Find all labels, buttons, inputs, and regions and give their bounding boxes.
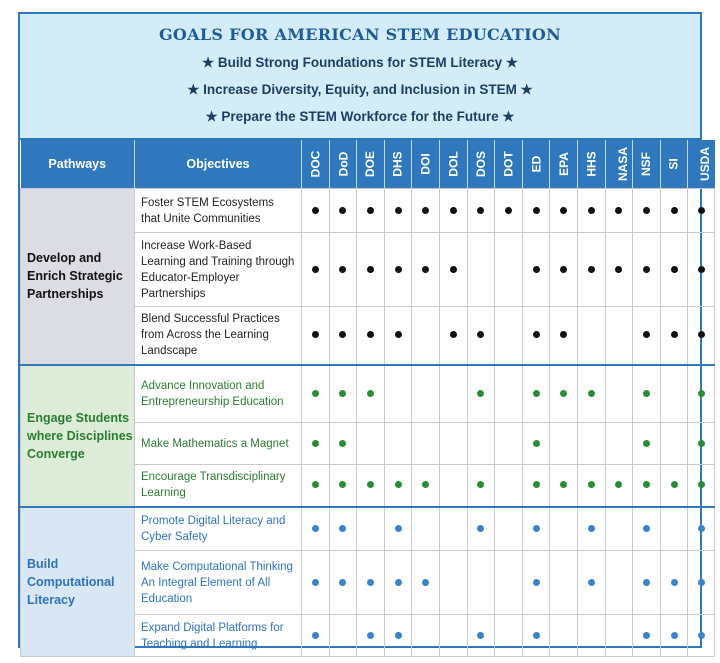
participation-dot <box>367 579 374 586</box>
agency-cell-doc <box>302 507 330 551</box>
agency-cell-epa <box>550 233 578 307</box>
agency-cell-dod <box>329 615 357 657</box>
participation-dot <box>560 390 567 397</box>
agency-cell-dos <box>467 423 495 465</box>
participation-dot <box>312 525 319 532</box>
participation-dot <box>533 266 540 273</box>
participation-dot <box>367 481 374 488</box>
agency-header-dos <box>467 140 495 189</box>
agency-cell-si <box>660 615 688 657</box>
agency-cell-si <box>660 189 688 233</box>
agency-cell-hhs <box>577 189 605 233</box>
agency-cell-si <box>660 365 688 423</box>
agency-cell-nasa <box>605 189 633 233</box>
participation-dot <box>367 632 374 639</box>
agency-cell-doe <box>357 423 385 465</box>
agency-header-dol <box>439 140 467 189</box>
agency-cell-dol <box>439 423 467 465</box>
agency-cell-doc <box>302 307 330 365</box>
agency-cell-epa <box>550 615 578 657</box>
participation-dot <box>560 331 567 338</box>
agency-label: DOL <box>446 151 461 177</box>
participation-dot <box>698 331 705 338</box>
agency-cell-nasa <box>605 233 633 307</box>
participation-dot <box>367 207 374 214</box>
agency-cell-doc <box>302 465 330 507</box>
participation-dot <box>671 632 678 639</box>
agency-cell-dod <box>329 465 357 507</box>
participation-dot <box>422 266 429 273</box>
agency-cell-dol <box>439 507 467 551</box>
agency-cell-doe <box>357 365 385 423</box>
agency-cell-dod <box>329 423 357 465</box>
agency-header-doi <box>412 140 440 189</box>
agency-cell-hhs <box>577 507 605 551</box>
participation-dot <box>450 207 457 214</box>
objectives-header: Objectives <box>135 140 302 189</box>
participation-dot <box>615 266 622 273</box>
agency-header-dot <box>495 140 523 189</box>
agency-cell-nsf <box>633 465 661 507</box>
agency-cell-dol <box>439 233 467 307</box>
agency-cell-dos <box>467 189 495 233</box>
participation-dot <box>312 331 319 338</box>
participation-dot <box>505 207 512 214</box>
agency-cell-nasa <box>605 423 633 465</box>
participation-dot <box>560 266 567 273</box>
agency-label: HHS <box>584 151 599 177</box>
agency-cell-epa <box>550 189 578 233</box>
participation-dot <box>477 525 484 532</box>
agency-cell-dhs <box>384 189 412 233</box>
participation-dot <box>643 481 650 488</box>
agency-cell-doi <box>412 189 440 233</box>
participation-dot <box>312 632 319 639</box>
agency-cell-nasa <box>605 465 633 507</box>
participation-dot <box>477 207 484 214</box>
participation-dot <box>339 390 346 397</box>
agency-cell-dot <box>495 507 523 551</box>
agency-cell-dot <box>495 551 523 615</box>
participation-dot <box>588 579 595 586</box>
agency-cell-dos <box>467 307 495 365</box>
agency-cell-nasa <box>605 307 633 365</box>
agency-cell-doi <box>412 465 440 507</box>
agency-cell-dol <box>439 465 467 507</box>
agency-cell-dhs <box>384 615 412 657</box>
participation-dot <box>477 390 484 397</box>
participation-dot <box>339 440 346 447</box>
objective-label: Foster STEM Ecosystems that Unite Communities <box>135 189 302 233</box>
agency-cell-dol <box>439 551 467 615</box>
agency-cell-hhs <box>577 465 605 507</box>
participation-dot <box>367 390 374 397</box>
participation-dot <box>698 440 705 447</box>
agency-cell-dos <box>467 551 495 615</box>
pathways-matrix <box>20 140 715 657</box>
objective-label: Expand Digital Platforms for Teaching and Learning <box>135 615 302 657</box>
agency-label: DOS <box>473 150 488 178</box>
agency-cell-dos <box>467 233 495 307</box>
participation-dot <box>339 266 346 273</box>
agency-cell-dod <box>329 233 357 307</box>
agency-cell-doi <box>412 615 440 657</box>
participation-dot <box>312 390 319 397</box>
agency-cell-dol <box>439 615 467 657</box>
agency-label: EPA <box>556 152 571 176</box>
agency-cell-doi <box>412 365 440 423</box>
agency-cell-usda <box>688 233 715 307</box>
agency-cell-dol <box>439 189 467 233</box>
agency-header-dod <box>329 140 357 189</box>
agency-cell-dhs <box>384 465 412 507</box>
participation-dot <box>395 331 402 338</box>
objective-label: Increase Work-Based Learning and Training through Educator-Employer Partnerships <box>135 233 302 307</box>
participation-dot <box>395 632 402 639</box>
pathways-header: Pathways <box>21 140 135 189</box>
agency-cell-hhs <box>577 233 605 307</box>
participation-dot <box>339 481 346 488</box>
agency-label: DOI <box>418 153 433 175</box>
agency-cell-dot <box>495 233 523 307</box>
participation-dot <box>588 390 595 397</box>
participation-dot <box>698 525 705 532</box>
agency-cell-epa <box>550 307 578 365</box>
objective-label: Encourage Transdisciplinary Learning <box>135 465 302 507</box>
agency-cell-dos <box>467 365 495 423</box>
participation-dot <box>698 390 705 397</box>
participation-dot <box>671 207 678 214</box>
participation-dot <box>339 525 346 532</box>
participation-dot <box>533 632 540 639</box>
table-row <box>21 365 715 423</box>
participation-dot <box>450 331 457 338</box>
agency-label: DOT <box>501 151 516 177</box>
agency-cell-epa <box>550 551 578 615</box>
agency-label: DOC <box>308 150 323 178</box>
participation-dot <box>395 481 402 488</box>
agency-header-doc <box>302 140 330 189</box>
agency-cell-dhs <box>384 423 412 465</box>
agency-cell-dot <box>495 189 523 233</box>
agency-label: ED <box>529 155 544 173</box>
agency-cell-nsf <box>633 551 661 615</box>
participation-dot <box>395 525 402 532</box>
agency-cell-nasa <box>605 615 633 657</box>
pathway-label: Engage Students where Disciplines Converge <box>21 365 135 507</box>
agency-cell-doi <box>412 507 440 551</box>
participation-dot <box>312 440 319 447</box>
agency-cell-nasa <box>605 551 633 615</box>
participation-dot <box>367 266 374 273</box>
agency-cell-dhs <box>384 233 412 307</box>
participation-dot <box>312 207 319 214</box>
agency-cell-dhs <box>384 365 412 423</box>
agency-cell-usda <box>688 423 715 465</box>
agency-header-nsf <box>633 140 661 189</box>
participation-dot <box>643 266 650 273</box>
participation-dot <box>422 481 429 488</box>
agency-cell-ed <box>522 551 550 615</box>
participation-dot <box>533 440 540 447</box>
agency-cell-usda <box>688 551 715 615</box>
matrix-header-row <box>21 140 715 189</box>
agency-cell-usda <box>688 615 715 657</box>
agency-cell-doi <box>412 233 440 307</box>
page-title: GOALS FOR AMERICAN STEM EDUCATION <box>158 25 562 44</box>
participation-dot <box>698 632 705 639</box>
agency-cell-si <box>660 465 688 507</box>
agency-cell-dos <box>467 615 495 657</box>
participation-dot <box>671 579 678 586</box>
participation-dot <box>533 525 540 532</box>
agency-cell-si <box>660 307 688 365</box>
objective-label: Make Mathematics a Magnet <box>135 423 302 465</box>
agency-cell-dot <box>495 307 523 365</box>
agency-label: USDA <box>698 146 713 182</box>
agency-cell-nsf <box>633 423 661 465</box>
agency-cell-ed <box>522 507 550 551</box>
agency-header-si <box>660 140 688 189</box>
participation-dot <box>422 579 429 586</box>
agency-cell-nsf <box>633 507 661 551</box>
goal-line-1: ★ Build Strong Foundations for STEM Literacy ★ <box>202 55 518 70</box>
participation-dot <box>588 266 595 273</box>
agency-cell-ed <box>522 423 550 465</box>
agency-cell-doi <box>412 423 440 465</box>
participation-dot <box>312 266 319 273</box>
agency-cell-epa <box>550 465 578 507</box>
participation-dot <box>477 481 484 488</box>
participation-dot <box>643 579 650 586</box>
agency-cell-dol <box>439 365 467 423</box>
agency-cell-dot <box>495 465 523 507</box>
participation-dot <box>615 481 622 488</box>
agency-cell-usda <box>688 307 715 365</box>
participation-dot <box>698 481 705 488</box>
agency-cell-hhs <box>577 365 605 423</box>
participation-dot <box>533 579 540 586</box>
agency-cell-doc <box>302 233 330 307</box>
agency-cell-hhs <box>577 423 605 465</box>
agency-cell-si <box>660 423 688 465</box>
agency-label: DHS <box>391 151 406 177</box>
participation-dot <box>643 525 650 532</box>
agency-cell-si <box>660 507 688 551</box>
participation-dot <box>533 481 540 488</box>
agency-cell-doc <box>302 189 330 233</box>
objective-label: Make Computational Thinking An Integral Element of All Education <box>135 551 302 615</box>
agency-cell-doc <box>302 615 330 657</box>
objective-label: Promote Digital Literacy and Cyber Safety <box>135 507 302 551</box>
agency-cell-doe <box>357 189 385 233</box>
participation-dot <box>422 207 429 214</box>
agency-cell-dot <box>495 615 523 657</box>
agency-cell-hhs <box>577 551 605 615</box>
agency-cell-usda <box>688 465 715 507</box>
participation-dot <box>395 207 402 214</box>
participation-dot <box>643 440 650 447</box>
goal-line-3: ★ Prepare the STEM Workforce for the Future ★ <box>205 109 515 124</box>
agency-cell-dhs <box>384 551 412 615</box>
agency-cell-usda <box>688 507 715 551</box>
agency-label: DOE <box>363 150 378 178</box>
agency-cell-usda <box>688 189 715 233</box>
agency-cell-nasa <box>605 365 633 423</box>
participation-dot <box>588 525 595 532</box>
agency-cell-nsf <box>633 307 661 365</box>
agency-cell-doc <box>302 365 330 423</box>
agency-cell-dol <box>439 307 467 365</box>
agency-cell-si <box>660 233 688 307</box>
stem-goals-chart <box>18 12 713 650</box>
agency-cell-nasa <box>605 507 633 551</box>
agency-header-hhs <box>577 140 605 189</box>
participation-dot <box>560 481 567 488</box>
participation-dot <box>395 266 402 273</box>
table-row <box>21 189 715 233</box>
agency-cell-hhs <box>577 615 605 657</box>
agency-cell-doe <box>357 507 385 551</box>
participation-dot <box>450 266 457 273</box>
pathway-label: Develop and Enrich Strategic Partnerships <box>21 189 135 365</box>
agency-cell-ed <box>522 189 550 233</box>
participation-dot <box>312 579 319 586</box>
agency-cell-ed <box>522 615 550 657</box>
agency-cell-nsf <box>633 233 661 307</box>
agency-cell-doe <box>357 615 385 657</box>
agency-cell-doi <box>412 551 440 615</box>
participation-dot <box>698 207 705 214</box>
agency-cell-doe <box>357 465 385 507</box>
objective-label: Advance Innovation and Entrepreneurship Education <box>135 365 302 423</box>
participation-dot <box>671 266 678 273</box>
participation-dot <box>339 331 346 338</box>
agency-cell-dot <box>495 365 523 423</box>
objective-label: Blend Successful Practices from Across the Learning Landscape <box>135 307 302 365</box>
agency-cell-ed <box>522 307 550 365</box>
agency-cell-dod <box>329 307 357 365</box>
agency-cell-usda <box>688 365 715 423</box>
agency-cell-epa <box>550 507 578 551</box>
goal-line-2: ★ Increase Diversity, Equity, and Inclusion in STEM ★ <box>187 82 533 97</box>
agency-cell-doe <box>357 307 385 365</box>
participation-dot <box>698 579 705 586</box>
agency-cell-doi <box>412 307 440 365</box>
agency-cell-hhs <box>577 307 605 365</box>
agency-cell-dhs <box>384 507 412 551</box>
participation-dot <box>533 207 540 214</box>
agency-cell-ed <box>522 233 550 307</box>
agency-cell-dos <box>467 507 495 551</box>
participation-dot <box>477 331 484 338</box>
agency-cell-nsf <box>633 615 661 657</box>
agency-header-doe <box>357 140 385 189</box>
agency-cell-si <box>660 551 688 615</box>
agency-cell-doe <box>357 233 385 307</box>
participation-dot <box>588 207 595 214</box>
participation-dot <box>671 481 678 488</box>
participation-dot <box>643 632 650 639</box>
goals-banner <box>20 14 700 140</box>
participation-dot <box>560 207 567 214</box>
agency-cell-epa <box>550 423 578 465</box>
participation-dot <box>615 207 622 214</box>
agency-label: DoD <box>335 151 350 177</box>
agency-cell-doc <box>302 423 330 465</box>
participation-dot <box>367 331 374 338</box>
agency-cell-dod <box>329 365 357 423</box>
participation-dot <box>643 390 650 397</box>
agency-cell-dod <box>329 507 357 551</box>
agency-label: SI <box>667 158 682 170</box>
agency-cell-ed <box>522 365 550 423</box>
agency-cell-dhs <box>384 307 412 365</box>
participation-dot <box>312 481 319 488</box>
participation-dot <box>643 331 650 338</box>
agency-header-epa <box>550 140 578 189</box>
agency-cell-dos <box>467 465 495 507</box>
agency-label: NSF <box>639 152 654 176</box>
participation-dot <box>339 579 346 586</box>
participation-dot <box>588 481 595 488</box>
agency-header-nasa <box>605 140 633 189</box>
participation-dot <box>395 579 402 586</box>
agency-label: NASA <box>615 146 630 182</box>
pathway-label: Build Computational Literacy <box>21 507 135 657</box>
participation-dot <box>533 331 540 338</box>
agency-cell-doe <box>357 551 385 615</box>
participation-dot <box>339 207 346 214</box>
agency-header-dhs <box>384 140 412 189</box>
agency-cell-nsf <box>633 189 661 233</box>
agency-header-usda <box>688 140 715 189</box>
agency-cell-dod <box>329 551 357 615</box>
agency-cell-ed <box>522 465 550 507</box>
table-row <box>21 507 715 551</box>
participation-dot <box>698 266 705 273</box>
participation-dot <box>671 331 678 338</box>
agency-cell-dot <box>495 423 523 465</box>
agency-cell-dod <box>329 189 357 233</box>
participation-dot <box>477 632 484 639</box>
agency-cell-doc <box>302 551 330 615</box>
agency-cell-nsf <box>633 365 661 423</box>
agency-header-ed <box>522 140 550 189</box>
participation-dot <box>533 390 540 397</box>
agency-cell-epa <box>550 365 578 423</box>
participation-dot <box>643 207 650 214</box>
